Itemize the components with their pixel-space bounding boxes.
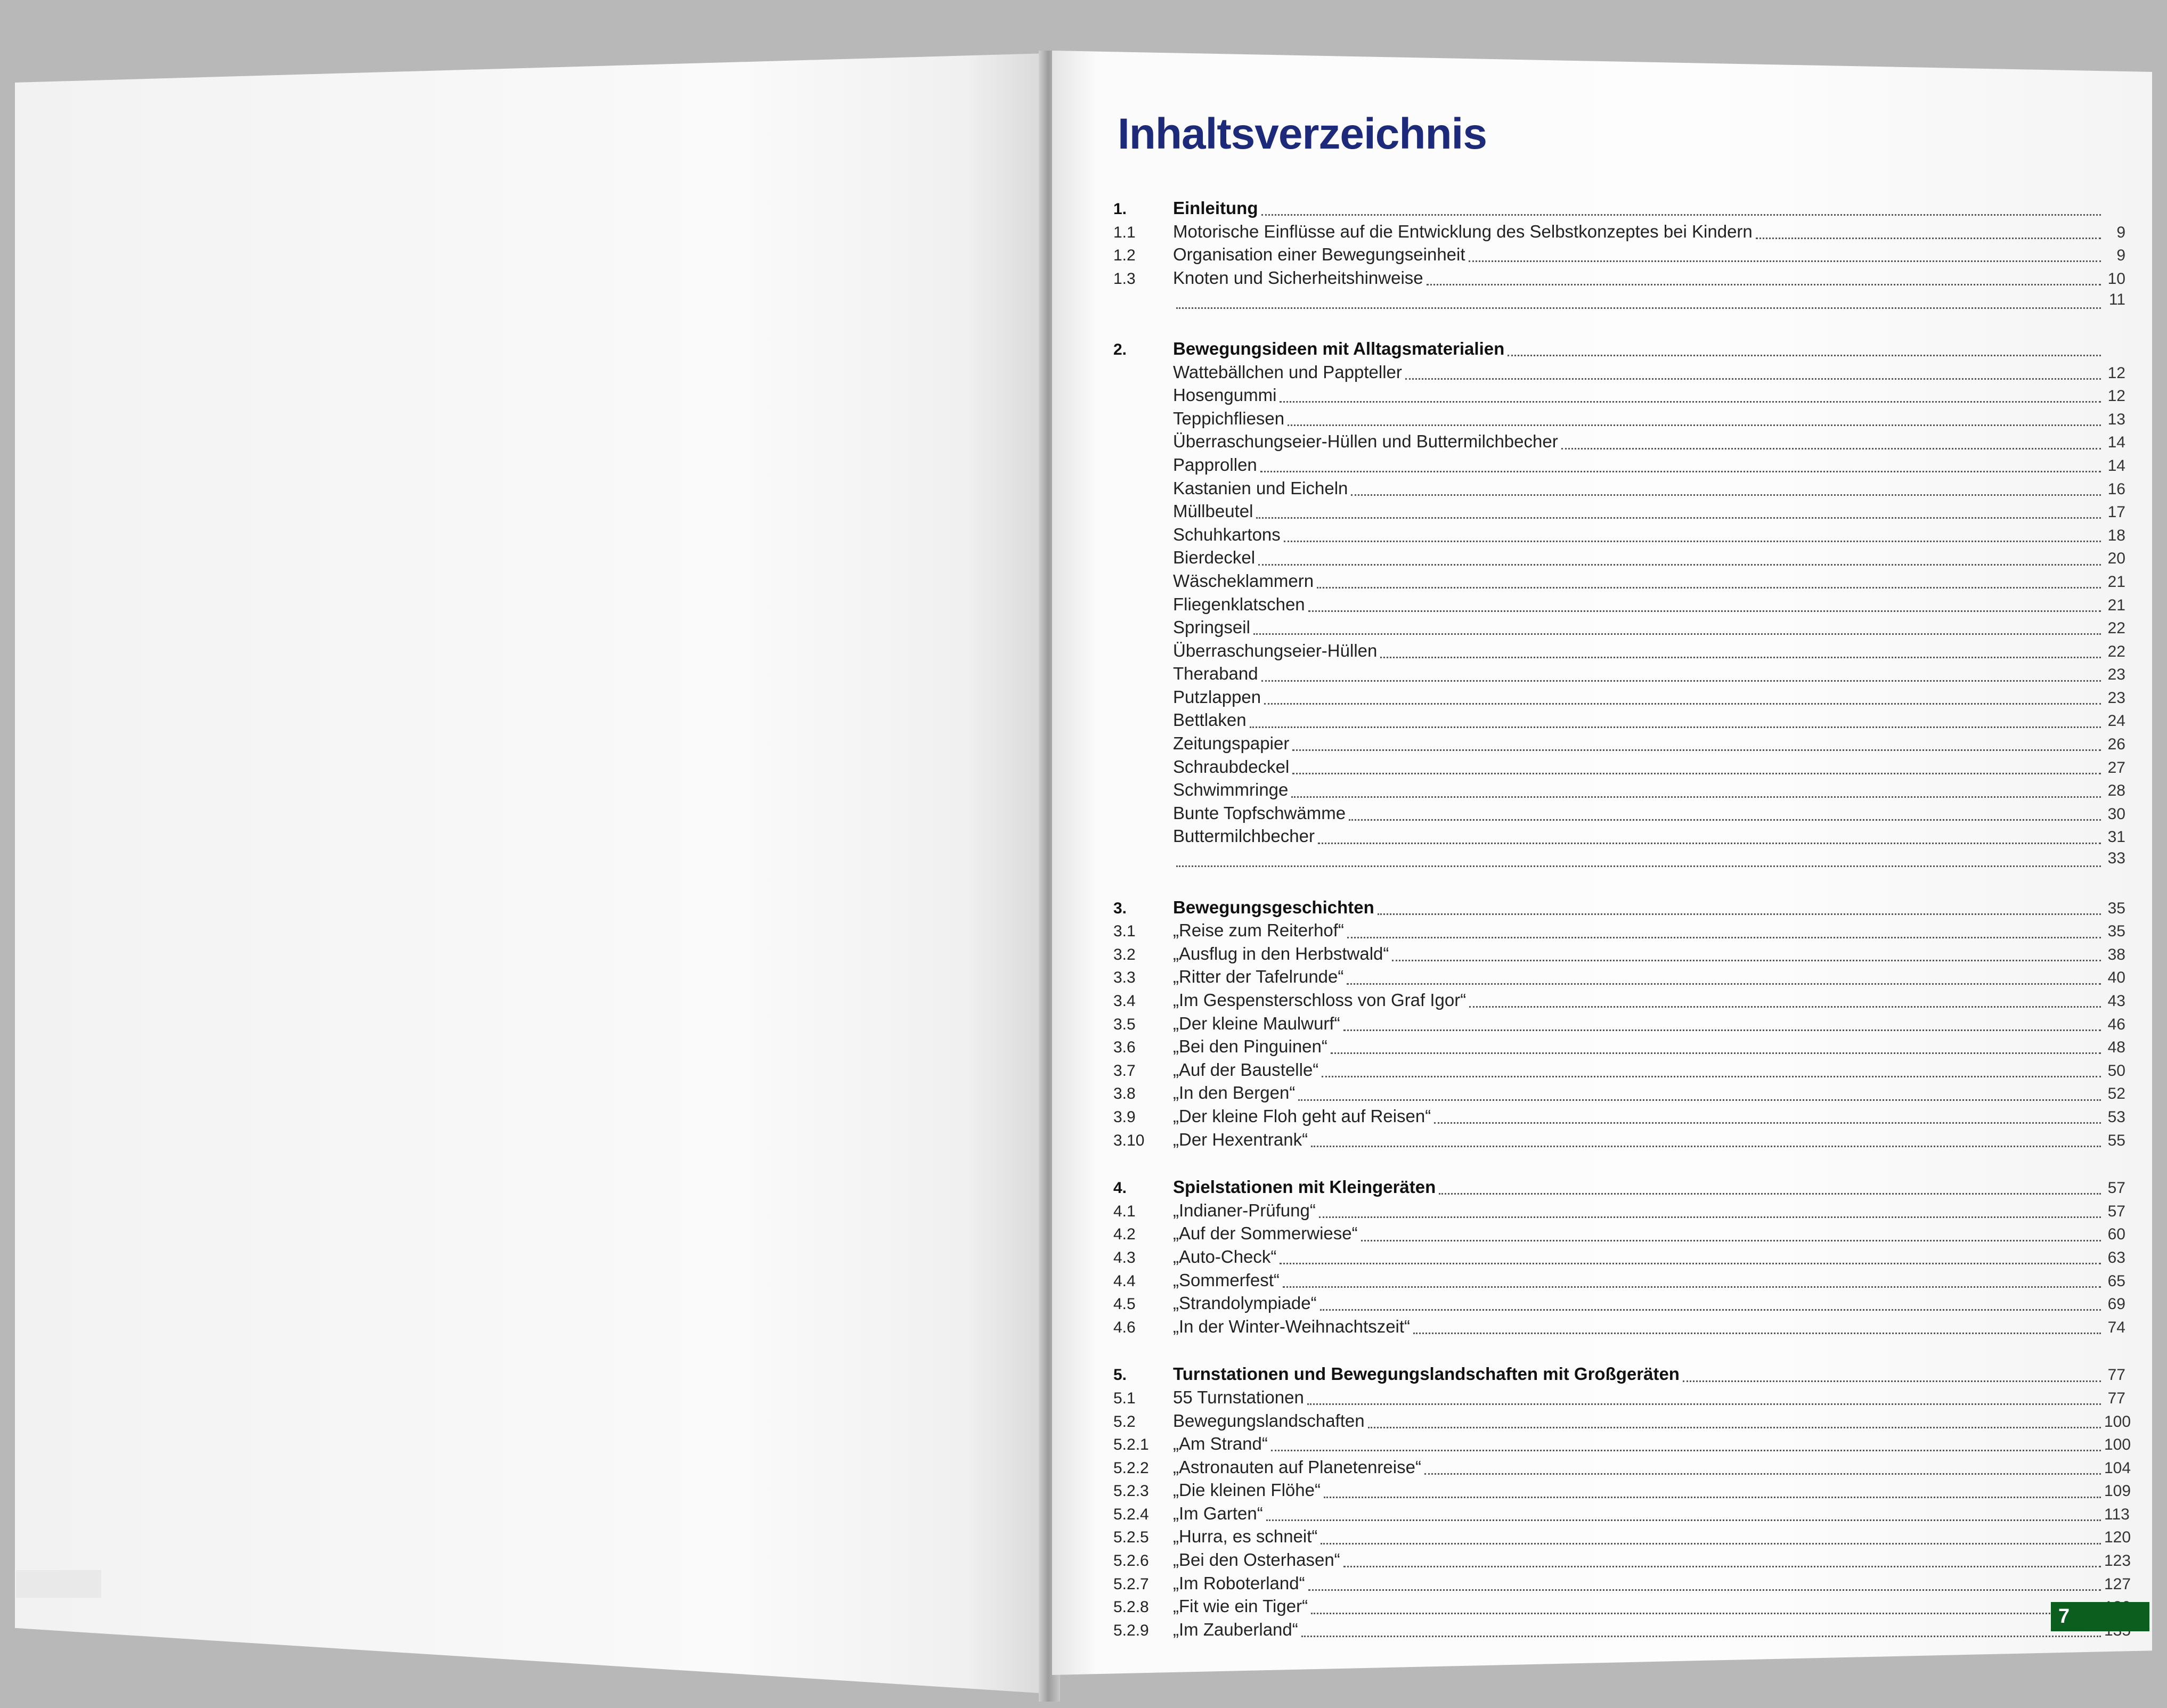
toc-entry-page: 27 — [2107, 758, 2125, 777]
toc-entry-row — [1113, 525, 2125, 548]
toc-entry-title: Kastanien und Eicheln — [1173, 478, 1348, 498]
toc-entry-page: 65 — [2107, 1272, 2125, 1290]
toc-entry-title: „Im Zauberland“ — [1173, 1619, 1298, 1639]
toc-entry-number: 3.5 — [1113, 1015, 1136, 1033]
toc-entry-row — [1113, 1036, 2125, 1060]
toc-entry-title: „Strandolympiade“ — [1173, 1293, 1317, 1313]
toc-entry-row — [1113, 1083, 2125, 1106]
toc-entry-number: 3.3 — [1113, 969, 1136, 987]
toc-entry-row — [1113, 1317, 2125, 1340]
dot-leader — [1308, 610, 2101, 612]
toc-chapter-row — [1113, 198, 2125, 222]
toc-entry-page: 109 — [2104, 1482, 2131, 1500]
dot-leader — [1261, 680, 2101, 682]
toc-entry-row — [1113, 1270, 2125, 1294]
toc-entry-page: 14 — [2107, 434, 2125, 452]
toc-entry-page: 69 — [2107, 1295, 2125, 1313]
toc-entry-row — [1113, 1200, 2125, 1224]
toc-entry-page: 43 — [2107, 992, 2125, 1010]
toc-entry-page: 57 — [2107, 1179, 2125, 1197]
toc-entry-title: Buttermilchbecher — [1173, 826, 1315, 846]
toc-entry-page: 22 — [2107, 619, 2125, 638]
toc-chapter-row — [1113, 897, 2125, 921]
dot-leader — [1324, 1497, 2101, 1498]
toc-entry-title: Bewegungsgeschichten — [1173, 897, 1374, 917]
toc-entry-row — [1113, 571, 2125, 594]
toc-entry-title: „Die kleinen Flöhe“ — [1173, 1480, 1321, 1500]
dot-leader — [1427, 284, 2101, 285]
dot-leader — [1347, 983, 2101, 985]
toc-entry-title: „Fit wie ein Tiger“ — [1173, 1596, 1308, 1616]
dot-leader — [1266, 1519, 2101, 1521]
page-number: 7 — [2058, 1605, 2070, 1628]
toc-entry-page: 63 — [2107, 1248, 2125, 1266]
dot-leader — [1280, 1263, 2101, 1264]
toc-chapter-row — [1113, 339, 2125, 362]
toc-entry-number: 4.2 — [1113, 1225, 1136, 1244]
toc-entry-page: 24 — [2107, 712, 2125, 730]
toc-entry-row — [1113, 222, 2125, 245]
dot-leader — [1413, 1333, 2101, 1334]
toc-entry-title: „Im Roboterland“ — [1173, 1573, 1305, 1593]
toc-entry-title: „Sommerfest“ — [1173, 1270, 1280, 1290]
toc-entry-row — [1113, 849, 2125, 873]
dot-leader — [1176, 307, 2101, 309]
page-title: Inhaltsverzeichnis — [1118, 110, 1487, 158]
toc-entry-number: 4.3 — [1113, 1248, 1136, 1266]
section-gap — [1113, 1339, 2125, 1364]
toc-entry-title: Schraubdeckel — [1173, 756, 1290, 777]
toc-entry-row — [1113, 408, 2125, 432]
toc-entry-row — [1113, 757, 2125, 780]
toc-entry-row — [1113, 1526, 2131, 1550]
toc-entry-number: 5. — [1113, 1366, 1127, 1384]
toc-chapter-row — [1113, 1177, 2125, 1200]
toc-entry-number: 3.6 — [1113, 1039, 1136, 1057]
page-number-badge — [2051, 1602, 2149, 1631]
toc-entry-row — [1113, 1573, 2131, 1597]
toc-entry-page: 9 — [2116, 247, 2125, 265]
toc-entry-row — [1113, 1410, 2131, 1434]
section-gap — [1113, 873, 2125, 897]
toc-entry-number: 3.2 — [1113, 945, 1136, 963]
dot-leader — [1292, 749, 2101, 751]
toc-entry-page: 100 — [2104, 1412, 2131, 1431]
toc-entry-page: 46 — [2107, 1015, 2125, 1033]
toc-entry-row — [1113, 362, 2125, 386]
toc-entry-number: 3.1 — [1113, 922, 1136, 941]
toc-entry-page: 77 — [2107, 1389, 2125, 1407]
dot-leader — [1264, 703, 2101, 705]
toc-entry-number: 5.2 — [1113, 1412, 1136, 1431]
toc-entry-title: „Im Gespensterschloss von Graf Igor“ — [1173, 990, 1467, 1010]
toc-entry-row — [1113, 501, 2125, 525]
toc-entry-number: 5.2.7 — [1113, 1575, 1149, 1593]
toc-entry-page: 14 — [2107, 456, 2125, 475]
toc-entry-title: „Reise zum Reiterhof“ — [1173, 920, 1344, 941]
toc-entry-page: 10 — [2107, 269, 2125, 288]
toc-entry-title: Bettlaken — [1173, 710, 1247, 730]
toc-entry-row — [1113, 1457, 2131, 1481]
toc-entry-title: „In der Winter-Weihnachtszeit“ — [1173, 1316, 1411, 1336]
toc-entry-title: Spielstationen mit Kleingeräten — [1173, 1177, 1436, 1197]
toc-entry-title: „Auto-Check“ — [1173, 1246, 1277, 1266]
toc-entry-title: Springseil — [1173, 617, 1250, 638]
toc-entry-row — [1113, 641, 2125, 664]
toc-entry-title: Einleitung — [1173, 198, 1258, 218]
dot-leader — [1392, 960, 2101, 961]
toc-entry-page: 123 — [2104, 1552, 2131, 1570]
toc-entry-page: 38 — [2107, 945, 2125, 963]
toc-chapter-row — [1113, 1364, 2125, 1387]
toc-entry-title: Teppichfliesen — [1173, 408, 1285, 428]
toc-entry-number: 1. — [1113, 200, 1127, 218]
dot-leader — [1271, 1450, 2101, 1451]
dot-leader — [1317, 587, 2101, 589]
toc-entry-number: 5.2.2 — [1113, 1459, 1149, 1477]
toc-entry-page: 17 — [2107, 503, 2125, 521]
toc-entry-page: 23 — [2107, 689, 2125, 707]
dot-leader — [1322, 1076, 2101, 1077]
toc-entry-row — [1113, 1387, 2125, 1411]
toc-entry-title: Wattebällchen und Pappteller — [1173, 362, 1402, 382]
toc-entry-row — [1113, 826, 2125, 849]
toc-entry-title: „Der Hexentrank“ — [1173, 1129, 1308, 1149]
toc-entry-page: 20 — [2107, 550, 2125, 568]
toc-entry-title: Überraschungseier-Hüllen — [1173, 640, 1378, 660]
toc-entry-row — [1113, 1480, 2131, 1503]
toc-entry-page: 21 — [2107, 573, 2125, 591]
section-gap — [1113, 314, 2125, 339]
toc-entry-page: 26 — [2107, 735, 2125, 754]
toc-entry-number: 1.1 — [1113, 223, 1136, 241]
toc-entry-row — [1113, 664, 2125, 687]
toc-entry-page: 60 — [2107, 1225, 2125, 1244]
dot-leader — [1561, 448, 2101, 450]
toc-entry-page: 18 — [2107, 526, 2125, 544]
toc-entry-number: 4.5 — [1113, 1295, 1136, 1313]
toc-entry-row — [1113, 967, 2125, 990]
toc-entry-page: 74 — [2107, 1318, 2125, 1336]
toc-entry-row — [1113, 780, 2125, 803]
toc-entry-row — [1113, 385, 2125, 408]
toc-entry-page: 12 — [2107, 364, 2125, 382]
toc-entry-row — [1113, 920, 2125, 944]
toc-entry-title: Knoten und Sicherheitshinweise — [1173, 267, 1423, 288]
toc-entry-number: 5.2.3 — [1113, 1482, 1149, 1500]
toc-entry-number: 5.2.6 — [1113, 1552, 1149, 1570]
dot-leader — [1301, 1636, 2101, 1637]
toc-entry-title: 55 Turnstationen — [1173, 1387, 1304, 1407]
toc-entry-row — [1113, 1247, 2125, 1270]
toc-entry-number: 4.4 — [1113, 1272, 1136, 1290]
toc-entry-number: 4. — [1113, 1179, 1127, 1197]
toc-entry-page: 113 — [2104, 1505, 2130, 1523]
dot-leader — [1253, 633, 2101, 635]
toc-entry-row — [1113, 291, 2125, 314]
toc-entry-number: 3.4 — [1113, 992, 1136, 1010]
toc-entry-page: 127 — [2104, 1575, 2131, 1593]
toc-entry-page: 48 — [2107, 1039, 2125, 1057]
toc-entry-row — [1113, 1130, 2125, 1153]
dot-leader — [1288, 424, 2101, 426]
dot-leader — [1256, 517, 2101, 519]
toc-entry-row — [1113, 803, 2125, 827]
toc-entry-number: 2. — [1113, 340, 1127, 358]
toc-entry-title: Bunte Topfschwämme — [1173, 803, 1346, 823]
toc-entry-page: 35 — [2107, 922, 2125, 941]
dot-leader — [1318, 843, 2101, 844]
toc-entry-title: Bierdeckel — [1173, 547, 1256, 568]
dot-leader — [1260, 471, 2101, 472]
dot-leader — [1284, 541, 2101, 542]
toc-entry-page: 11 — [2108, 291, 2125, 309]
toc-entry-title: „Hurra, es schneit“ — [1173, 1526, 1318, 1547]
toc-entry-title: „Bei den Pinguinen“ — [1173, 1036, 1327, 1057]
toc-entry-title: Theraband — [1173, 664, 1258, 684]
toc-entry-title: Turnstationen und Bewegungslandschaften mit Großgeräten — [1173, 1364, 1680, 1384]
toc-entry-title: „Am Strand“ — [1173, 1434, 1268, 1454]
toc-entry-page: 104 — [2104, 1459, 2131, 1477]
dot-leader — [1321, 1543, 2101, 1544]
toc-entry-number: 5.2.5 — [1113, 1529, 1149, 1547]
dot-leader — [1331, 1052, 2101, 1054]
toc-entry-number: 3.9 — [1113, 1108, 1136, 1126]
toc-entry-number: 5.2.1 — [1113, 1436, 1149, 1454]
dot-leader — [1405, 378, 2101, 380]
dot-leader — [1361, 1240, 2101, 1241]
dot-leader — [1280, 401, 2101, 403]
toc-entry-page: 50 — [2107, 1061, 2125, 1080]
toc-entry-row — [1113, 1596, 2125, 1620]
toc-entry-row — [1113, 1550, 2131, 1573]
toc-entry-title: Müllbeutel — [1173, 501, 1253, 521]
toc-entry-page: 33 — [2107, 849, 2125, 868]
toc-entry-title: „Auf der Baustelle“ — [1173, 1059, 1319, 1080]
toc-entry-row — [1113, 617, 2125, 641]
dot-leader — [1258, 564, 2101, 566]
toc-entry-row — [1113, 478, 2125, 502]
toc-entry-title: Zeitungspapier — [1173, 733, 1290, 754]
dot-leader — [1469, 1006, 2101, 1008]
dot-leader — [1424, 1473, 2101, 1475]
toc-entry-page: 53 — [2107, 1108, 2125, 1126]
toc-entry-row — [1113, 455, 2125, 478]
toc-entry-number: 4.1 — [1113, 1202, 1136, 1220]
table-of-contents — [1113, 198, 2131, 1642]
toc-entry-title: Putzlappen — [1173, 687, 1261, 707]
dot-leader — [1368, 1427, 2101, 1428]
dot-leader — [1683, 1380, 2101, 1382]
toc-entry-title: „Bei den Osterhasen“ — [1173, 1550, 1340, 1570]
toc-entry-title: Hosengummi — [1173, 385, 1277, 405]
toc-entry-page: 31 — [2107, 828, 2125, 846]
dot-leader — [1351, 494, 2101, 496]
toc-entry-row — [1113, 244, 2125, 268]
toc-entry-page: 57 — [2107, 1202, 2125, 1220]
dot-leader — [1311, 1613, 2101, 1614]
toc-entry-row — [1113, 1060, 2125, 1083]
toc-entry-row — [1113, 594, 2125, 618]
dot-leader — [1261, 214, 2101, 216]
dot-leader — [1347, 937, 2101, 938]
toc-entry-number: 4.6 — [1113, 1318, 1136, 1336]
toc-entry-number: 3. — [1113, 899, 1127, 917]
left-page — [15, 53, 1048, 1694]
toc-entry-title: Papprollen — [1173, 454, 1257, 475]
toc-entry-row — [1113, 1434, 2131, 1457]
toc-entry-row — [1113, 1620, 2125, 1643]
toc-entry-number: 5.1 — [1113, 1389, 1136, 1407]
toc-entry-row — [1113, 733, 2125, 757]
toc-entry-number: 5.2.9 — [1113, 1621, 1149, 1639]
toc-entry-row — [1113, 710, 2125, 733]
toc-entry-page: 16 — [2107, 480, 2125, 498]
dot-leader — [1439, 1193, 2101, 1195]
toc-entry-row — [1113, 431, 2125, 455]
toc-entry-title: Schwimmringe — [1173, 780, 1289, 800]
left-page-tab — [16, 1570, 101, 1598]
dot-leader — [1320, 1309, 2101, 1311]
dot-leader — [1311, 1146, 2101, 1147]
toc-entry-title: Organisation einer Bewegungseinheit — [1173, 244, 1465, 265]
dot-leader — [1343, 1029, 2101, 1031]
toc-entry-page: 77 — [2107, 1366, 2125, 1384]
toc-entry-title: „Auf der Sommerwiese“ — [1173, 1223, 1358, 1244]
toc-entry-title: „In den Bergen“ — [1173, 1083, 1296, 1103]
toc-entry-row — [1113, 547, 2125, 571]
toc-entry-row — [1113, 1293, 2125, 1317]
toc-entry-title: „Ritter der Tafelrunde“ — [1173, 967, 1344, 987]
toc-entry-title: Bewegungsideen mit Alltagsmaterialien — [1173, 338, 1505, 358]
toc-entry-row — [1113, 990, 2125, 1014]
toc-entry-page: 40 — [2107, 969, 2125, 987]
toc-entry-title: „Der kleine Maulwurf“ — [1173, 1013, 1340, 1033]
toc-entry-title: Motorische Einflüsse auf die Entwicklung des Selbstkonzeptes bei Kindern — [1173, 221, 1753, 241]
toc-entry-number: 1.3 — [1113, 269, 1136, 288]
toc-entry-page: 28 — [2107, 782, 2125, 800]
toc-entry-page: 23 — [2107, 666, 2125, 684]
toc-entry-title: Schuhkartons — [1173, 524, 1281, 544]
toc-entry-title: „Indianer-Prüfung“ — [1173, 1200, 1316, 1220]
toc-entry-page: 100 — [2104, 1436, 2131, 1454]
toc-entry-title: Bewegungslandschaften — [1173, 1410, 1365, 1431]
dot-leader — [1378, 913, 2101, 915]
section-gap — [1113, 1153, 2125, 1177]
dot-leader — [1319, 1216, 2101, 1218]
toc-entry-number: 5.2.8 — [1113, 1598, 1149, 1616]
toc-entry-page: 21 — [2107, 596, 2125, 614]
dot-leader — [1349, 819, 2101, 821]
dot-leader — [1308, 1589, 2101, 1591]
toc-entry-row — [1113, 1503, 2130, 1527]
dot-leader — [1291, 796, 2101, 798]
toc-entry-number: 3.10 — [1113, 1131, 1145, 1149]
toc-entry-title: „Ausflug in den Herbstwald“ — [1173, 943, 1389, 963]
toc-entry-number: 5.2.4 — [1113, 1505, 1149, 1523]
toc-entry-title: „Der kleine Floh geht auf Reisen“ — [1173, 1106, 1431, 1126]
toc-entry-title: „Astronauten auf Planetenreise“ — [1173, 1457, 1421, 1477]
dot-leader — [1176, 865, 2101, 867]
dot-leader — [1298, 1099, 2101, 1101]
toc-entry-page: 120 — [2104, 1529, 2131, 1547]
dot-leader — [1434, 1122, 2101, 1124]
dot-leader — [1380, 657, 2101, 658]
toc-entry-page: 22 — [2107, 642, 2125, 660]
toc-entry-page: 30 — [2107, 805, 2125, 823]
toc-entry-page: 52 — [2107, 1085, 2125, 1103]
toc-entry-title: Wäscheklammern — [1173, 570, 1314, 591]
dot-leader — [1250, 726, 2101, 728]
toc-entry-title: Fliegenklatschen — [1173, 594, 1305, 614]
toc-entry-page: 55 — [2107, 1131, 2125, 1149]
dot-leader — [1469, 260, 2101, 262]
toc-entry-row — [1113, 687, 2125, 710]
dot-leader — [1343, 1566, 2101, 1567]
toc-entry-row — [1113, 1223, 2125, 1247]
dot-leader — [1283, 1286, 2101, 1288]
toc-entry-title: Überraschungseier-Hüllen und Buttermilchbecher — [1173, 431, 1558, 452]
toc-entry-row — [1113, 944, 2125, 967]
toc-entry-title: „Im Garten“ — [1173, 1503, 1263, 1523]
toc-entry-page: 9 — [2116, 223, 2125, 241]
toc-entry-number: 3.7 — [1113, 1061, 1136, 1080]
dot-leader — [1756, 238, 2101, 239]
toc-entry-page: 35 — [2107, 899, 2125, 917]
toc-entry-number: 1.2 — [1113, 247, 1136, 265]
toc-entry-page: 13 — [2107, 410, 2125, 428]
dot-leader — [1307, 1403, 2101, 1405]
toc-entry-number: 3.8 — [1113, 1085, 1136, 1103]
toc-entry-page: 12 — [2107, 387, 2125, 405]
toc-entry-row — [1113, 1014, 2125, 1037]
toc-entry-row — [1113, 1106, 2125, 1130]
toc-entry-row — [1113, 268, 2125, 291]
dot-leader — [1508, 355, 2101, 356]
dot-leader — [1292, 773, 2101, 774]
